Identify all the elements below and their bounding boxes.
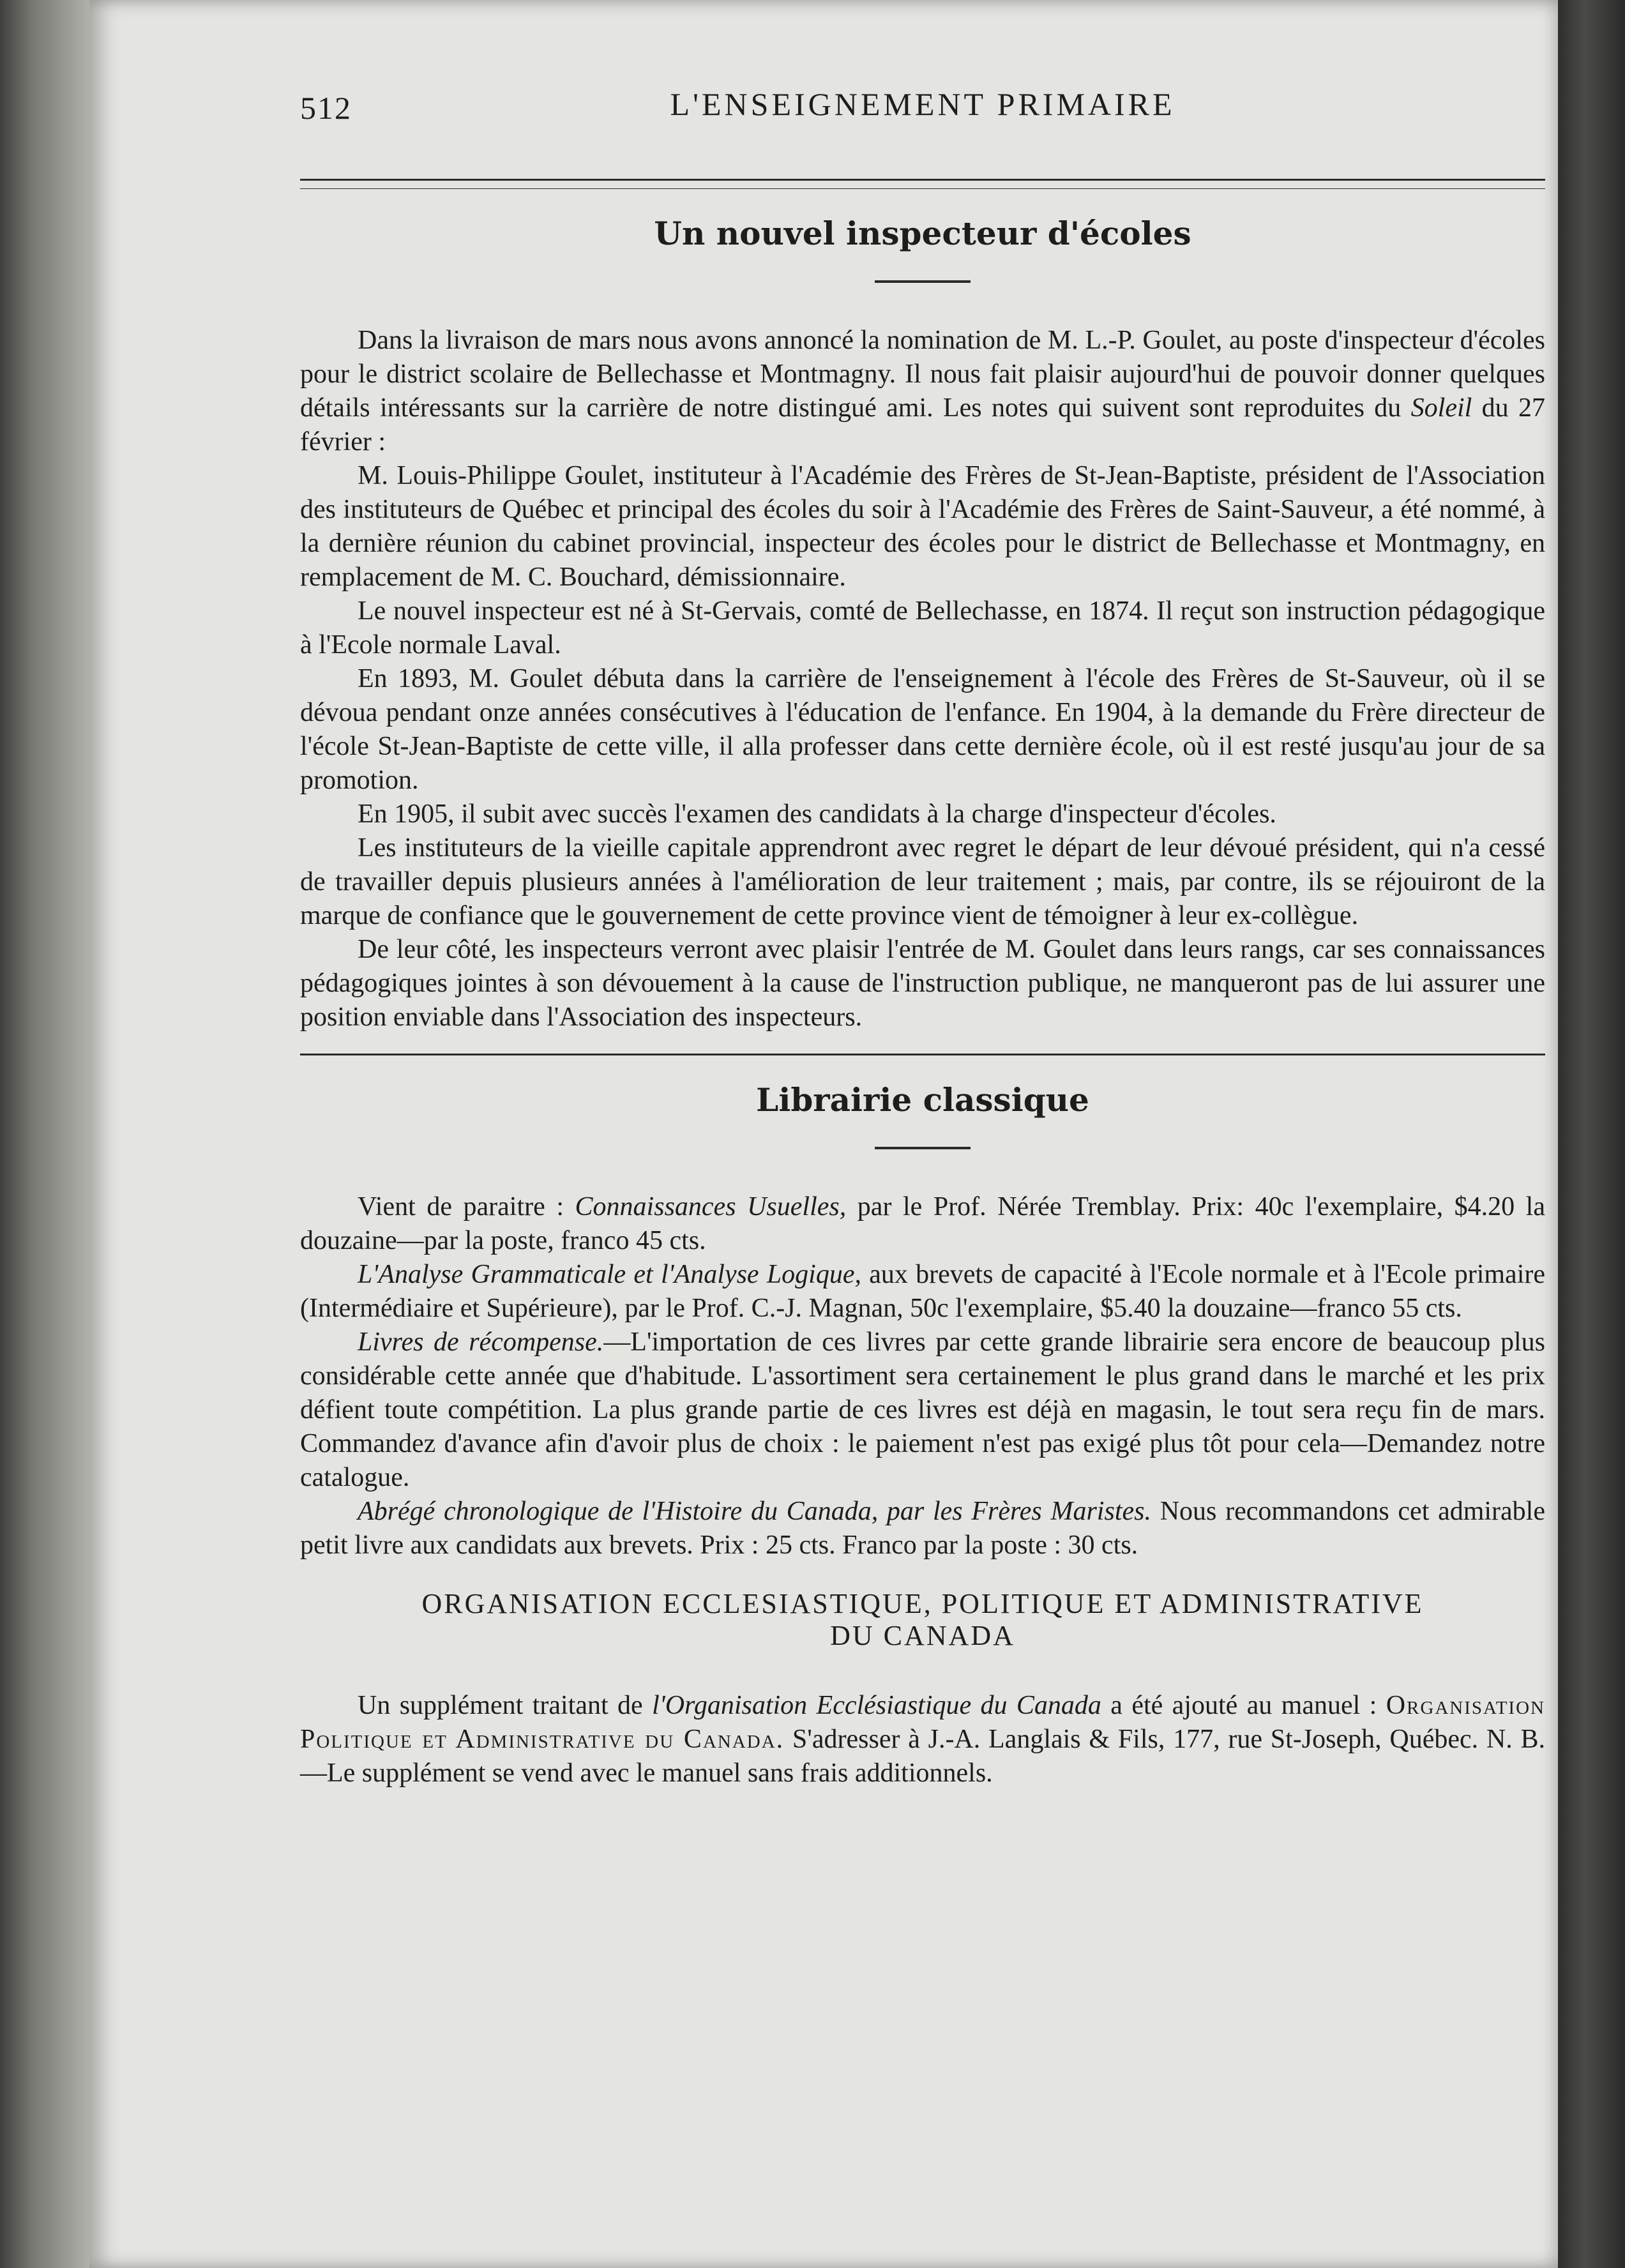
article1-paragraph: En 1905, il subit avec succès l'examen des candidats à la charge d'inspecteur d'écoles. (358, 799, 1276, 829)
title-underline (875, 280, 971, 283)
running-head (300, 77, 1545, 128)
article2-p2-rest: aux brevets de capacité à l'Ecole normale et à l'Ecole primaire (Intermédiaire et Supérieure), par le Prof. C.-J. Magnan, 50c l'exemplaire, $5.40 la douzaine—franco 55 cts. (300, 1260, 1545, 1323)
article3-title-line1: ORGANISATION ECCLESIASTIQUE, POLITIQUE ET ADMINISTRATIVE (421, 1588, 1424, 1619)
article3-title-line2: DU CANADA (830, 1620, 1015, 1651)
article-title-organisation (300, 1588, 1545, 1652)
article3-paragraph (300, 1689, 1545, 1790)
page-edge-shadow (1558, 0, 1625, 2268)
article1-paragraph: M. Louis-Philippe Goulet, instituteur à l'Académie des Frères de St-Jean-Baptiste, président de l'Association des instituteurs de Québec et principal des écoles du soir à l'Académie des Frères de Saint-Sauveur, a été nommé, à la dernière réunion du cabinet provincial, inspecteur des écoles pour le district de Bellechasse et Montmagny, en remplacement de M. C. Bouchard, démissionnaire. (300, 461, 1545, 592)
article2-paragraph (300, 1495, 1545, 1562)
book-spine-shadow (0, 0, 96, 2268)
article3-p1-mid: a été ajouté au manuel : (1101, 1691, 1386, 1720)
article-title-inspecteur: Un nouvel inspecteur d'écoles (654, 215, 1191, 252)
article2-p4-rest: Nous recommandons cet admirable petit livre aux candidats aux brevets. Prix : 25 cts. Franco par la poste : 30 cts. (300, 1497, 1545, 1560)
article1-paragraph: Le nouvel inspecteur est né à St-Gervais, comté de Bellechasse, en 1874. Il reçut son instruction pédagogique à l'Ecole normale Laval. (300, 596, 1545, 660)
article-title-librairie: Librairie classique (756, 1081, 1089, 1119)
article2-p3-rest: —L'importation de ces livres par cette grande librairie sera encore de beaucoup plus considérable cette année que d'habitude. L'assortiment sera certainement le plus grand dans le marché et les prix défient toute compétition. La plus grande partie de ces livres est déjà en magasin, le tout sera reçu fin de mars. Commandez d'avance afin d'avoir plus de choix : le paiement n'est pas exigé plus tôt pour cela—Demandez notre catalogue. (300, 1327, 1545, 1492)
section-divider-rule (300, 1054, 1545, 1055)
article1-paragraph: Les instituteurs de la vieille capitale apprendront avec regret le départ de leur dévoué président, qui n'a cessé de travailler depuis plusieurs années à l'amélioration de leur traitement ; mais, par contre, ils se réjouiront de la marque de confiance que le gouvernement de cette province vient de témoigner à leur ex-collègue. (300, 833, 1545, 930)
book-title: Livres de récompense. (358, 1327, 604, 1357)
book-title: L'Analyse Grammaticale et l'Analyse Logique, (358, 1260, 861, 1289)
article2-paragraph (300, 1258, 1545, 1326)
article2-paragraph (300, 1190, 1545, 1258)
article3-p1-rest: S'adresser à J.-A. Langlais & Fils, 177, rue St-Joseph, Québec. N. B.—Le supplément se vend avec le manuel sans frais additionnels. (300, 1725, 1545, 1788)
supplement-title: l'Organisation Ecclésiastique du Canada (652, 1691, 1101, 1720)
article1-p1-text: Dans la livraison de mars nous avons annoncé la nomination de M. L.-P. Goulet, au poste d'inspecteur d'écoles pour le district scolaire de Bellechasse et Montmagny. Il nous fait plaisir aujourd'hui de pouvoir donner quelques détails intéressants sur la carrière de notre distingué ami. Les notes qui suivent sont reproduites du (300, 326, 1545, 423)
article3-p1-lead: Un supplément traitant de (358, 1691, 653, 1720)
page-number: 512 (300, 90, 352, 126)
title-underline (875, 1147, 971, 1149)
manual-title: Organisation Politique et Administrative du Canada. (300, 1691, 1545, 1754)
article2-paragraph (300, 1326, 1545, 1495)
article2-p1-lead: Vient de paraitre : (358, 1192, 575, 1221)
article1-paragraph: En 1893, M. Goulet débuta dans la carrière de l'enseignement à l'école des Frères de St-Sauveur, où il se dévoua pendant onze années consécutives à l'éducation de l'enfance. En 1904, à la demande du Frère directeur de l'école St-Jean-Baptiste de cette ville, il alla professer dans cette dernière école, où il est resté jusqu'au jour de sa promotion. (300, 664, 1545, 795)
book-title: Abrégé chronologique de l'Histoire du Canada, par les Frères Maristes. (358, 1497, 1151, 1526)
article1-paragraph (300, 324, 1545, 459)
article2-p1-rest: par le Prof. Nérée Tremblay. Prix: 40c l'exemplaire, $4.20 la douzaine—par la poste, franco 45 cts. (300, 1192, 1545, 1255)
header-double-rule (300, 179, 1545, 189)
newspaper-name: Soleil (1410, 393, 1472, 423)
article1-paragraph: De leur côté, les inspecteurs verront avec plaisir l'entrée de M. Goulet dans leurs rangs, car ses connaissances pédagogiques jointes à son dévouement à la cause de l'instruction publique, ne manqueront pas de lui assurer une position enviable dans l'Association des inspecteurs. (300, 935, 1545, 1032)
page-content (300, 77, 1545, 1790)
journal-title: L'ENSEIGNEMENT PRIMAIRE (670, 86, 1175, 122)
book-title: Connaissances Usuelles, (575, 1192, 847, 1221)
article1-p1-tail: du 27 février : (300, 393, 1546, 457)
